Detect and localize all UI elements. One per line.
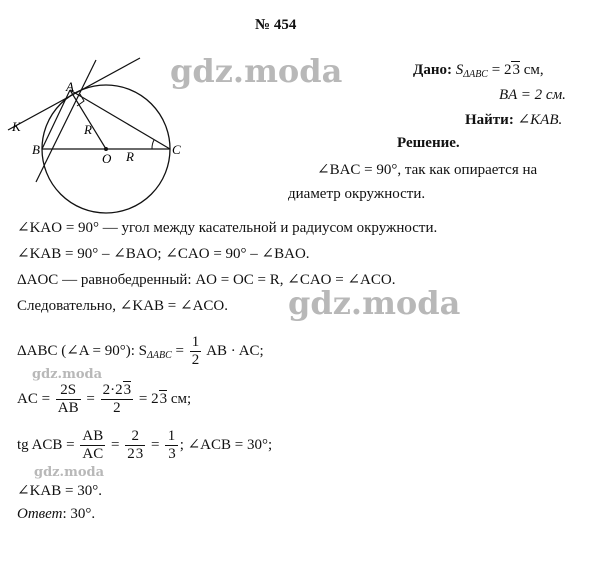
- solution-title: Решение.: [397, 135, 460, 151]
- label-b: B: [32, 142, 40, 157]
- formula-ac: AC = $\frac{2S}{AB}$ = $\frac{2\cdot 23}{2}$ = 23 см;: [17, 382, 192, 416]
- answer-label: Ответ: [17, 506, 63, 522]
- label-o: O: [102, 151, 112, 166]
- solution-line-6: Следовательно, ∠KAB = ∠ACO.: [17, 298, 228, 314]
- formula-tg: tg ACB = $\frac{AB}{AC}$ = $\frac{2}{23}$ = $\frac{1}{3}$ ; ∠ACB = 30°;: [17, 428, 273, 462]
- given-area: Дано: $S_{\Delta ABC} = 23$ см,: [413, 62, 544, 80]
- label-k: K: [12, 119, 21, 134]
- watermark-middle: gdz.moda: [288, 284, 461, 322]
- label-a: A: [66, 79, 74, 94]
- formula-area: ΔABC (∠A = 90°): $S_{\Delta ABC}$ = $\frac{1}{2}$ AB · AC;: [17, 334, 264, 368]
- radius-ao: [70, 90, 106, 149]
- solution-line-3: ∠KAO = 90° — угол между касательной и радиусом окружности.: [17, 220, 438, 236]
- label-c: C: [172, 142, 181, 157]
- problem-number: № 454: [255, 17, 297, 33]
- angle-mark-c: [152, 140, 154, 149]
- label-r-diameter: R: [126, 149, 134, 164]
- label-r-radius: R: [84, 122, 92, 137]
- solution-line-2: диаметр окружности.: [288, 186, 426, 202]
- find-label: Найти:: [465, 112, 514, 128]
- watermark-small-1: gdz.moda: [32, 367, 103, 382]
- answer-value: : 30°.: [62, 506, 96, 522]
- answer-line: [17, 506, 95, 523]
- watermark-top: gdz.moda: [170, 52, 343, 90]
- solution-line-4: ∠KAB = 90° – ∠BAO; ∠CAO = 90° – ∠BAO.: [17, 246, 310, 262]
- given-ba: BA = 2 см.: [499, 87, 566, 103]
- solution-line-1: ∠BAC = 90°, так как опирается на: [317, 162, 538, 178]
- watermark-small-2: gdz.moda: [34, 465, 105, 480]
- solution-result: ∠KAB = 30°.: [17, 483, 102, 499]
- given-label: Дано:: [413, 62, 452, 78]
- find-line: [465, 110, 562, 129]
- solution-line-5: ΔAOC — равнобедренный: AO = OC = R, ∠CAO = ∠ACO.: [17, 272, 396, 288]
- find-value: ∠KAB.: [517, 112, 563, 128]
- chord-ac: [70, 90, 170, 149]
